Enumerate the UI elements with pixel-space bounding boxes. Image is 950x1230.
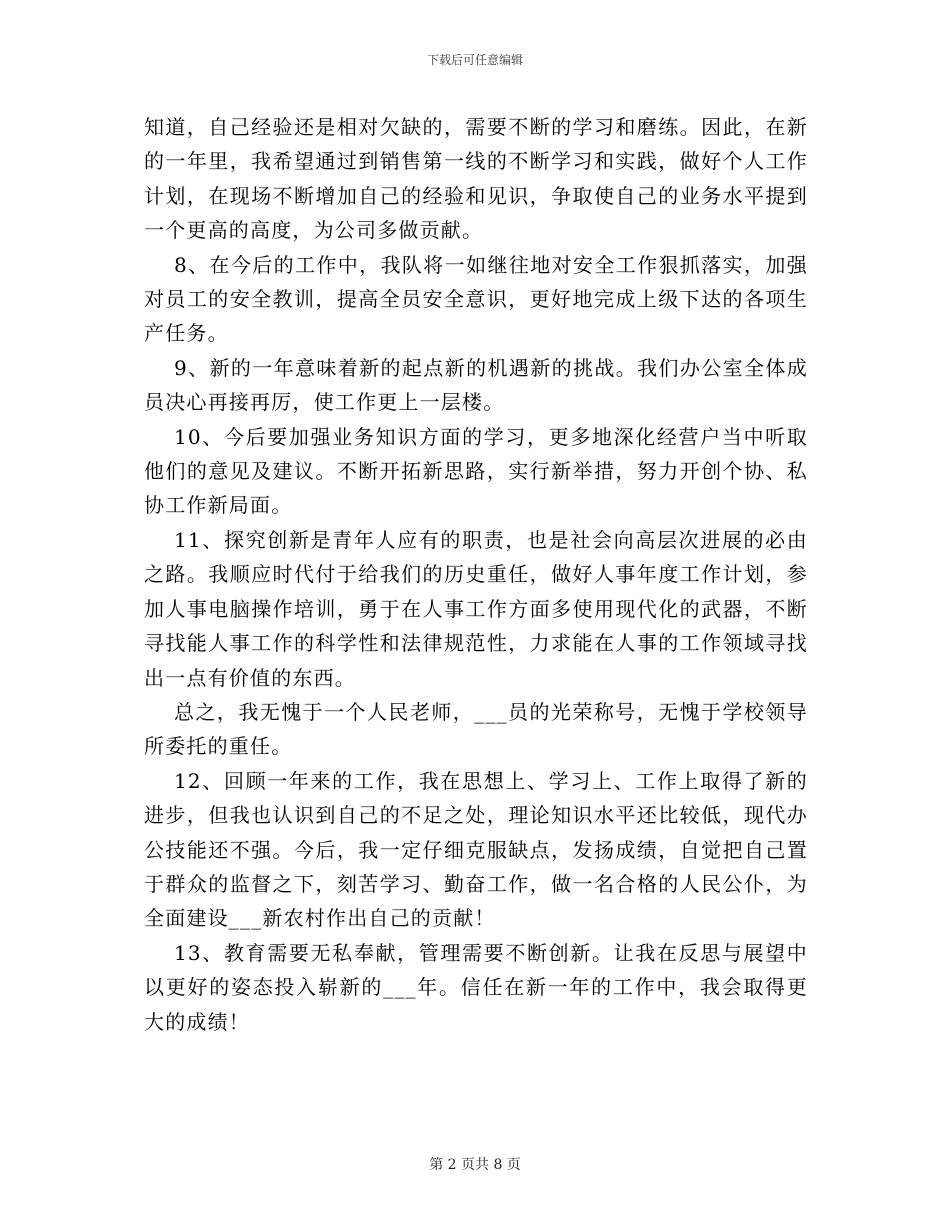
paragraph-item-8: 8、在今后的工作中，我队将一如继往地对安全工作狠抓落实，加强对员工的安全教训，提高全员安全意识，更好地完成上级下达的各项生产任务。: [144, 252, 808, 346]
paragraph-continued: 知道，自己经验还是相对欠缺的，需要不断的学习和磨练。因此，在新的一年里，我希望通过到销售第一线的不断学习和实践，做好个人工作计划，在现场不断增加自己的经验和见识，争取使自己的业务水平提到一个更高的高度，为公司多做贡献。: [144, 115, 808, 243]
paragraph-summary: 总之，我无愧于一个人民老师，___员的光荣称号，无愧于学校领导所委托的重任。: [144, 699, 808, 759]
page-header: 下载后可任意编辑: [426, 53, 523, 67]
paragraph-item-10: 10、今后要加强业务知识方面的学习，更多地深化经营户当中听取他们的意见及建议。不断开拓新思路，实行新举措，努力开创个协、私协工作新局面。: [144, 424, 808, 518]
paragraph-item-9: 9、新的一年意味着新的起点新的机遇新的挑战。我们办公室全体成员决心再接再厉，使工作更上一层楼。: [144, 355, 808, 415]
document-body: [144, 110, 808, 1039]
paragraph-item-12: 12、回顾一年来的工作，我在思想上、学习上、工作上取得了新的进步，但我也认识到自己的不足之处，理论知识水平还比较低，现代办公技能还不强。今后，我一定仔细克服缺点，发扬成绩，自觉把自己置于群众的监督之下，刻苦学习、勤奋工作，做一名合格的人民公仆，为全面建设___新农村作出自己的贡献！: [144, 768, 808, 931]
page-number: 第 2 页共 8 页: [429, 1157, 521, 1173]
paragraph-item-11: 11、探究创新是青年人应有的职责，也是社会向高层次进展的必由之路。我顺应时代付于给我们的历史重任，做好人事年度工作计划，参加人事电脑操作培训，勇于在人事工作方面多使用现代化的武器，不断寻找能人事工作的科学性和法律规范性，力求能在人事的工作领域寻找出一点有价值的东西。: [144, 527, 808, 690]
paragraph-item-13: 13、教育需要无私奉献，管理需要不断创新。让我在反思与展望中以更好的姿态投入崭新的___年。信任在新一年的工作中，我会取得更大的成绩！: [144, 940, 808, 1034]
